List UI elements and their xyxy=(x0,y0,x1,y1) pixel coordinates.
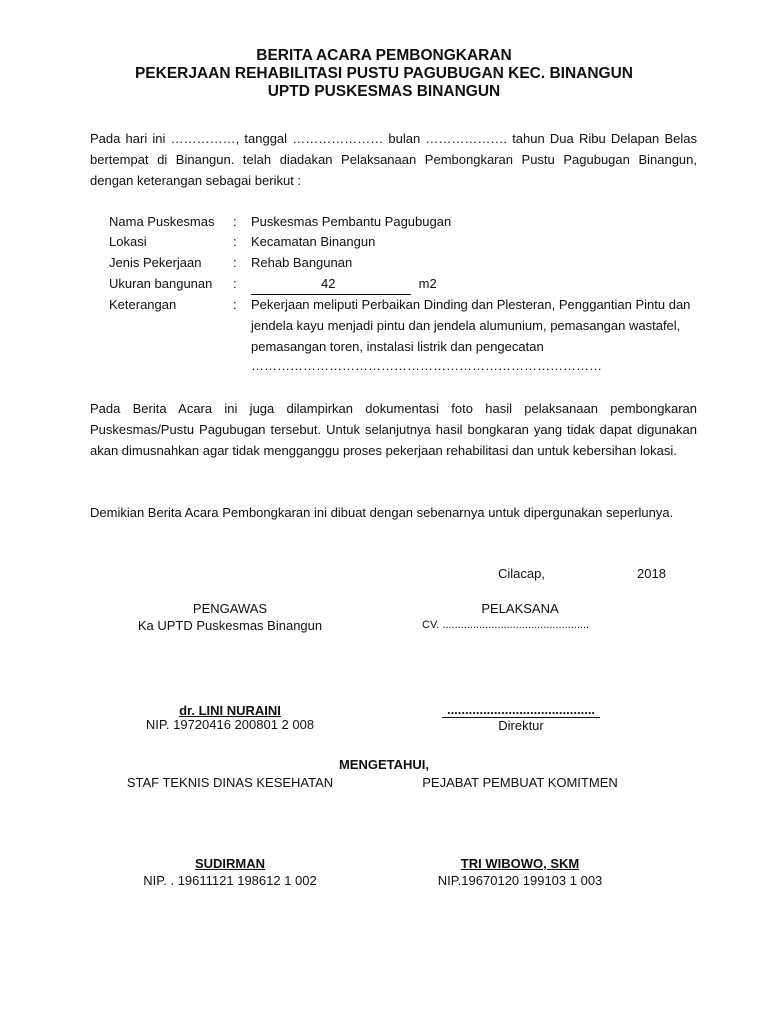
ppk-title: PEJABAT PEMBUAT KOMITMEN xyxy=(422,775,618,790)
pengawas-title: PENGAWAS xyxy=(192,601,268,616)
size-value: 42 xyxy=(321,276,336,291)
staf-title: STAF TEKNIS DINAS KESEHATAN xyxy=(126,775,334,790)
detail-label: Nama Puskesmas xyxy=(109,214,215,229)
detail-note-dots: ……………………………………………………………………… xyxy=(251,358,602,373)
mengetahui-label: MENGETAHUI, xyxy=(338,757,430,772)
staf-name: SUDIRMAN xyxy=(194,856,266,871)
ppk-name: TRI WIBOWO, SKM xyxy=(460,856,580,871)
ppk-nip: NIP.19670120 199103 1 003 xyxy=(437,873,603,888)
detail-colon: : xyxy=(233,234,237,249)
pengawas-name: dr. LINI NURAINI xyxy=(179,703,281,718)
year-label: 2018 xyxy=(637,566,666,581)
closing-paragraph: Demikian Berita Acara Pembongkaran ini dibuat dengan sebenarnya untuk dipergunakan seperlunya. xyxy=(90,505,674,520)
pengawas-nip: NIP. 19720416 200801 2 008 xyxy=(145,717,315,732)
staf-nip: NIP. . 19611121 198612 1 002 xyxy=(143,873,317,888)
pengawas-subtitle: Ka UPTD Puskesmas Binangun xyxy=(137,618,323,633)
detail-value: Rehab Bangunan xyxy=(251,255,353,270)
detail-label: Keterangan xyxy=(109,297,177,312)
intro-paragraph: Pada hari ini ……………, tanggal ………………… bulan ………………. tahun Dua Ribu Delapan Belas bertempat di Binangun. telah diadakan Pelaksanaan Pembongkaran Pustu Pagubugan Binangun, dengan keterangan sebagai berikut : xyxy=(90,131,697,188)
detail-colon: : xyxy=(233,214,237,229)
detail-label: Lokasi xyxy=(109,234,147,249)
detail-colon: : xyxy=(233,297,237,312)
size-blank xyxy=(251,274,411,295)
doc-title-line2: PEKERJAAN REHABILITASI PUSTU PAGUBUGAN KEC. BINANGUN xyxy=(134,65,634,82)
detail-label: Ukuran bangunan xyxy=(109,276,213,291)
detail-value: Kecamatan Binangun xyxy=(251,234,376,249)
place-label: Cilacap, xyxy=(498,566,545,581)
detail-value-wrap xyxy=(251,274,437,295)
doc-title-line3: UPTD PUSKESMAS BINANGUN xyxy=(267,83,501,100)
attachment-paragraph: Pada Berita Acara ini juga dilampirkan dokumentasi foto hasil pelaksanaan pembongkaran Puskesmas/Pustu Pagubugan tersebut. Untuk selanjutnya hasil bongkaran yang tidak dapat digunakan akan dimusnahkan agar tidak mengganggu proses pekerjaan rehabilitasi dan untuk kebersihan lokasi. xyxy=(90,401,697,458)
size-unit: m2 xyxy=(418,276,437,291)
detail-value: Puskesmas Pembantu Pagubugan xyxy=(251,214,452,229)
doc-title-line1: BERITA ACARA PEMBONGKARAN xyxy=(256,47,512,64)
pelaksana-company: CV. ................................................ xyxy=(422,619,590,631)
pelaksana-name: ......................................... xyxy=(446,702,596,717)
detail-note-text: Pekerjaan meliputi Perbaikan Dinding dan Plesteran, Penggantian Pintu dan jendela kayu menjadi pintu dan jendela alumunium, pemasangan wastafel, pemasangan toren, instalasi listrik dan pengecatan xyxy=(251,297,691,354)
detail-colon: : xyxy=(233,276,237,291)
detail-label: Jenis Pekerjaan xyxy=(109,255,202,270)
pelaksana-title: PELAKSANA xyxy=(481,601,559,616)
detail-colon: : xyxy=(233,255,237,270)
pelaksana-role: Direktur xyxy=(442,717,600,733)
